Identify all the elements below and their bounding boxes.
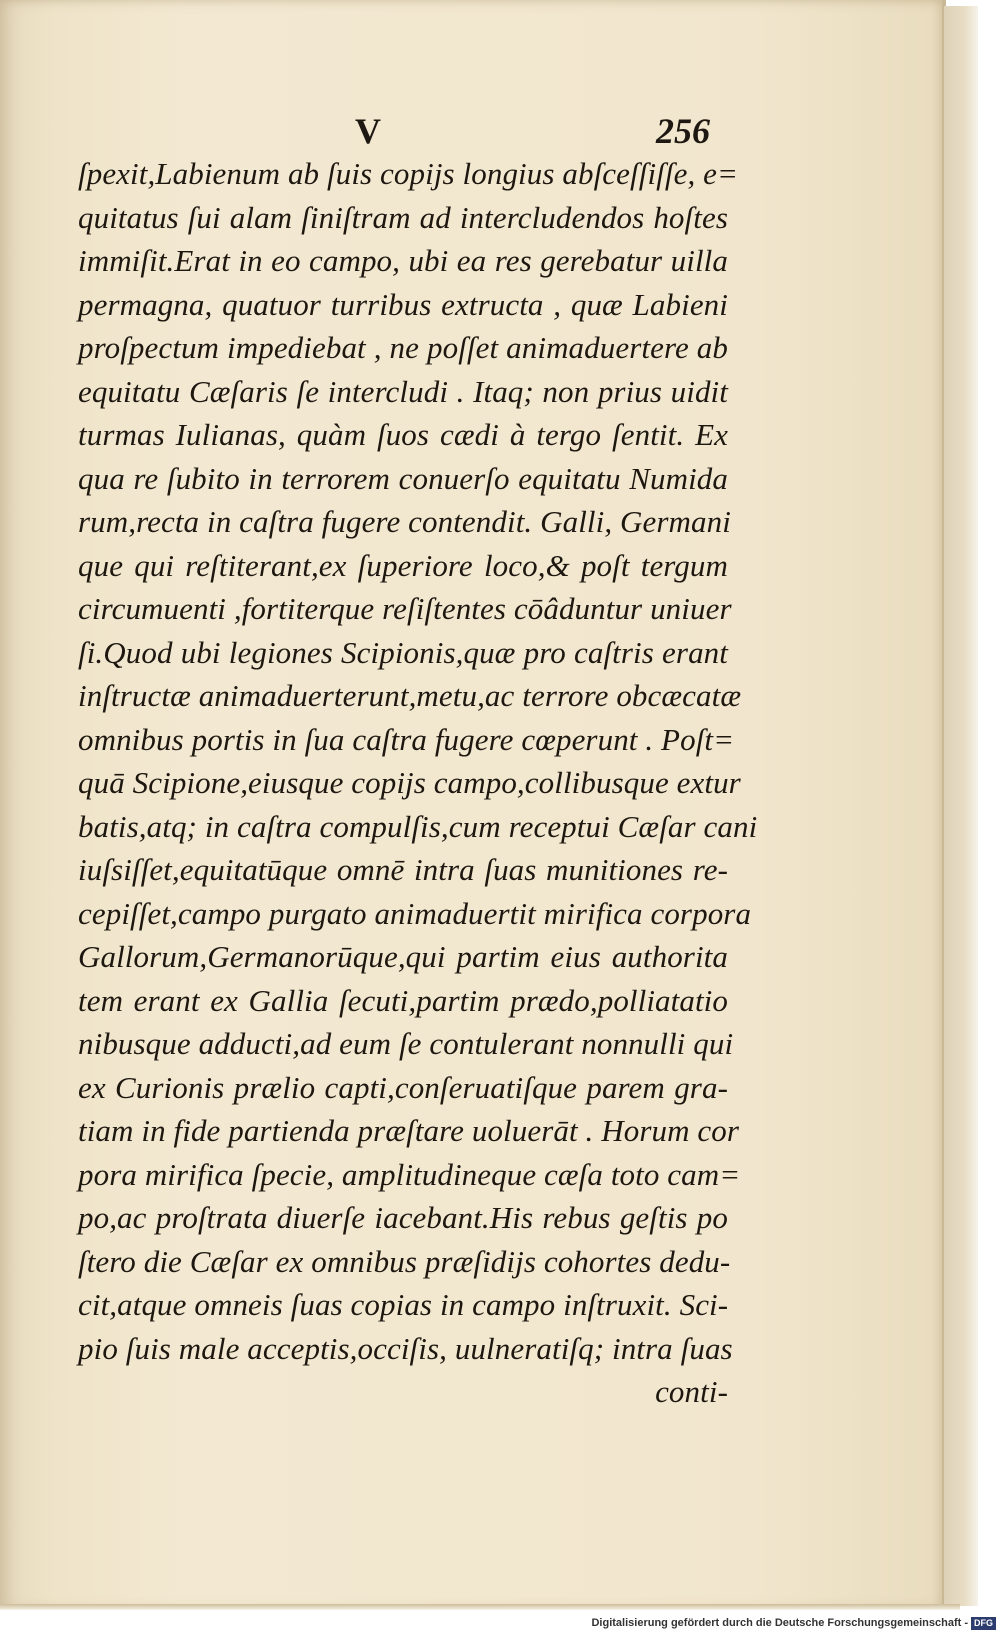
page-edge bbox=[944, 6, 978, 1606]
text-line: permagna, quatuor turribus extructa , quæ Labieni bbox=[78, 286, 728, 322]
text-line: qua re ſubito in terrorem conuerſo equitatu Numida bbox=[78, 460, 728, 496]
folio-number: 256 bbox=[656, 111, 710, 151]
text-line: omnibus portis in ſua caſtra fugere cœperunt . Poſt= bbox=[78, 721, 735, 757]
text-line: cepiſſet,campo purgato animaduertit mirifica corpora bbox=[78, 895, 752, 931]
text-line: ſtero die Cæſar ex omnibus præſidijs cohortes dedu- bbox=[78, 1243, 731, 1279]
text-line: turmas Iulianas, quàm ſuos cædi à tergo ſentit. Ex bbox=[78, 417, 728, 452]
text-line: quā Scipione,eiusque copijs campo,collibusque extur bbox=[78, 765, 741, 800]
digitization-credit bbox=[560, 1614, 1000, 1632]
text-line: quitatus ſui alam ſiniſtram ad intercludendos hoſtes bbox=[78, 199, 728, 235]
dfg-logo: DFG bbox=[971, 1617, 996, 1630]
text-line: ſi.Quod ubi legiones Scipionis,quæ pro caſtris erant bbox=[78, 634, 728, 670]
text-line: ſpexit,Labienum ab ſuis copijs longius abſceſſiſſe, e= bbox=[78, 156, 739, 191]
text-line: nibusque adducti,ad eum ſe contulerant nonnulli qui bbox=[78, 1026, 734, 1061]
page-bottom-edge bbox=[0, 1604, 960, 1610]
text-line: pora mirifica ſpecie, amplitudineque cæſa toto cam= bbox=[78, 1156, 741, 1192]
credit-text: Digitalisierung gefördert durch die Deutsche Forschungsgemeinschaft - bbox=[591, 1617, 968, 1629]
catchword: conti- bbox=[655, 1374, 728, 1409]
signature-mark: V bbox=[355, 111, 381, 151]
text-line: circumuenti ,fortiterque reſiſtentes cōâduntur uniuer bbox=[78, 591, 732, 626]
text-line: immiſit.Erat in eo campo, ubi ea res gerebatur uilla bbox=[78, 243, 728, 278]
text-line: ex Curionis prælio capti,conſeruatiſque parem gra- bbox=[78, 1069, 728, 1105]
text-line: tem erant ex Gallia ſecuti,partim prædo,polliatatio bbox=[78, 982, 728, 1018]
text-line: tiam in fide partienda præſtare uoluerāt . Horum cor bbox=[78, 1113, 740, 1148]
text-line: cit,atque omneis ſuas copias in campo inſtruxit. Sci- bbox=[78, 1287, 729, 1322]
text-line: batis,atq; in caſtra compulſis,cum receptui Cæſar cani bbox=[78, 808, 758, 844]
text-line: po,ac proſtrata diuerſe iacebant.His rebus geſtis po bbox=[78, 1200, 728, 1235]
text-line: proſpectum impediebat , ne poſſet animaduertere ab bbox=[78, 330, 728, 365]
text-line: iuſsiſſet,equitatūque omnē intra ſuas munitiones re- bbox=[78, 852, 728, 887]
text-line: equitatu Cæſaris ſe intercludi . Itaq; non prius uidit bbox=[78, 373, 728, 409]
text-line: pio ſuis male acceptis,occiſis, uulneratiſq; intra ſuas bbox=[78, 1330, 733, 1366]
text-line: rum,recta in caſtra fugere contendit. Galli, Germani bbox=[78, 504, 731, 539]
body-text bbox=[78, 152, 758, 1414]
text-line: que qui reſtiterant,ex ſuperiore loco,& poſt tergum bbox=[78, 547, 728, 583]
text-line: Gallorum,Germanorūque,qui partim eius authorita bbox=[78, 939, 728, 974]
text-line: inſtructæ animaduerterunt,metu,ac terrore obcæcatæ bbox=[78, 678, 742, 713]
